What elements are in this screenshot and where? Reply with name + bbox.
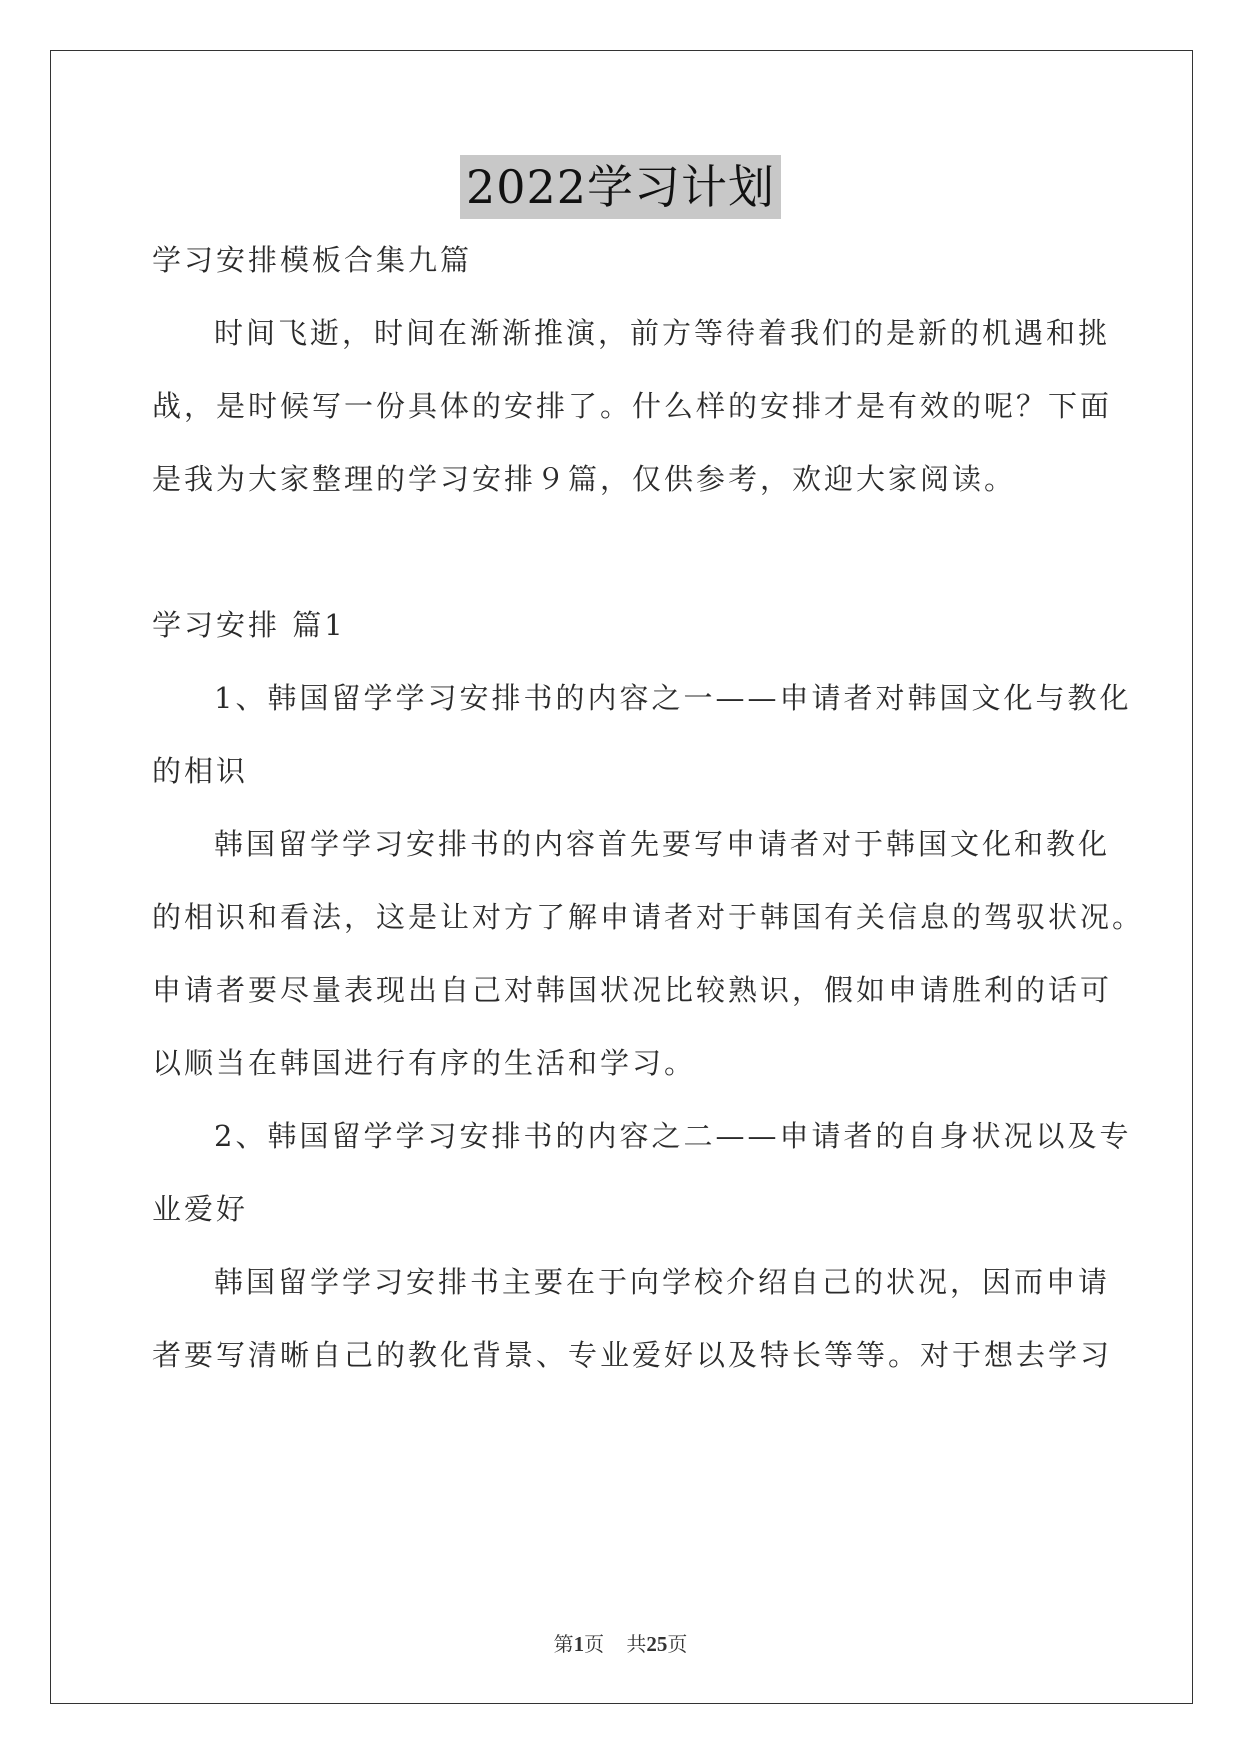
page-number: 1 [573, 1632, 585, 1656]
paragraph-line: 业爱好 [152, 1192, 249, 1226]
title-block [0, 155, 1241, 219]
paragraph-line: 的相识和看法，这是让对方了解申请者对于韩国有关信息的驾驭状况。 [152, 900, 1145, 934]
paragraph-line: 的相识 [152, 754, 249, 788]
subtitle-line: 学习安排模板合集九篇 [152, 243, 473, 277]
page-number-label: 第1页 [553, 1632, 605, 1656]
total-pages-label: 共25页 [626, 1632, 688, 1656]
section-heading: 学习安排 篇1 [152, 608, 346, 642]
total-pages: 25 [646, 1632, 668, 1656]
paragraph-line: 1、韩国留学学习安排书的内容之一——申请者对韩国文化与教化 [214, 681, 1132, 715]
paragraph-line: 2、韩国留学学习安排书的内容之二——申请者的自身状况以及专 [214, 1119, 1132, 1153]
paragraph-line: 韩国留学学习安排书的内容首先要写申请者对于韩国文化和教化 [214, 827, 1111, 861]
page-footer [0, 1628, 1241, 1657]
paragraph-line: 者要写清晰自己的教化背景、专业爱好以及特长等等。对于想去学习 [152, 1338, 1113, 1372]
paragraph-line: 是我为大家整理的学习安排９篇，仅供参考，欢迎大家阅读。 [152, 462, 1017, 496]
paragraph-line: 以顺当在韩国进行有序的生活和学习。 [152, 1046, 697, 1080]
document-title: 2022学习计划 [460, 155, 781, 219]
paragraph-line: 时间飞逝，时间在渐渐推演，前方等待着我们的是新的机遇和挑 [214, 316, 1111, 350]
paragraph-line: 申请者要尽量表现出自己对韩国状况比较熟识，假如申请胜利的话可 [152, 973, 1113, 1007]
paragraph-line: 战，是时候写一份具体的安排了。什么样的安排才是有效的呢？下面 [152, 389, 1113, 423]
page-border [50, 50, 1193, 1704]
paragraph-line: 韩国留学学习安排书主要在于向学校介绍自己的状况，因而申请 [214, 1265, 1111, 1299]
